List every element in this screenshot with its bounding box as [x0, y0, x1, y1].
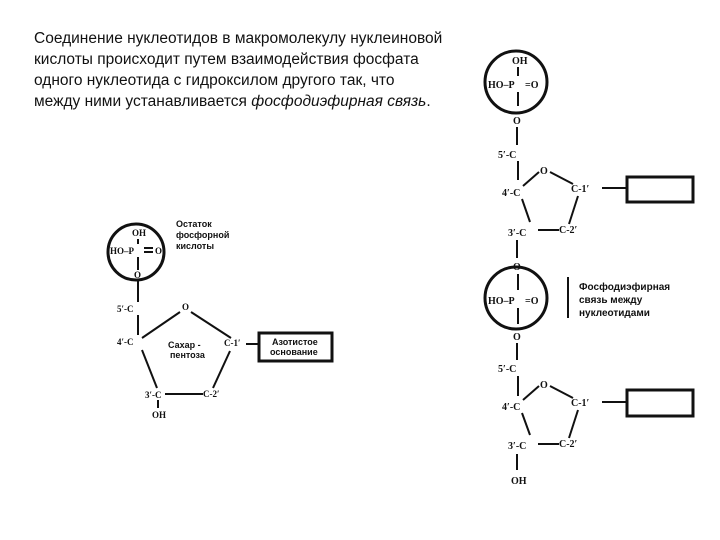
- bond-label-line2: связь между: [579, 295, 643, 306]
- right-c4-c3-bond-1: [522, 199, 530, 222]
- right-o-link: O: [513, 116, 521, 127]
- right-c2-2: C-2′: [559, 439, 578, 450]
- left-c5: 5′-C: [117, 304, 134, 314]
- right-c2-c1-bond-2: [569, 410, 578, 438]
- right-ring-o-1: O: [540, 166, 548, 177]
- left-c4: 4′-C: [117, 337, 134, 347]
- right-c2-c1-bond-1: [569, 196, 578, 224]
- base-label-line2: основание: [270, 347, 318, 357]
- left-phosphate-ho: HO–P: [110, 246, 134, 256]
- phosphate-label-line3: кислоты: [176, 241, 215, 251]
- bond-label-line1: Фосфодиэфирная: [579, 282, 671, 293]
- right-base-box-1: [627, 177, 693, 202]
- right-c2-1: C-2′: [559, 225, 578, 236]
- sugar-label-line2: пентоза: [170, 350, 205, 360]
- right-o-bottom-1: O: [513, 262, 521, 273]
- right-oh-end: OH: [511, 476, 527, 487]
- right-ho-p-1: HO–P: [488, 80, 515, 91]
- right-c4-o-bond-1: [523, 172, 539, 186]
- right-c4-2: 4′-C: [502, 402, 521, 413]
- left-c4-o-bond: [142, 312, 180, 338]
- right-c1-2: C-1′: [571, 398, 590, 409]
- left-ring-o: O: [182, 302, 190, 312]
- left-c3: 3′-C: [145, 390, 162, 400]
- right-dinucleotide-diagram: [485, 51, 693, 487]
- right-c4-1: 4′-C: [502, 188, 521, 199]
- right-o-link-2: O: [513, 332, 521, 343]
- right-c4-o-bond-2: [523, 386, 539, 400]
- left-c2: C-2′: [203, 389, 220, 399]
- left-ester-o: O: [134, 270, 142, 280]
- left-phosphate-oh: OH: [132, 228, 147, 238]
- right-base-box-2: [627, 390, 693, 416]
- left-c2-c1-bond: [213, 351, 230, 388]
- bond-label-line3: нуклеотидами: [579, 308, 650, 319]
- left-oh: OH: [152, 410, 167, 420]
- base-label-line1: Азотистое: [272, 337, 318, 347]
- right-c3-2: 3′-C: [508, 441, 527, 452]
- left-phosphate-o: O: [155, 246, 163, 256]
- right-o-c1-bond-1: [550, 172, 573, 184]
- right-c4-c3-bond-2: [522, 413, 530, 435]
- right-ho-p-2: HO–P: [488, 296, 515, 307]
- right-p-o-2: =O: [525, 296, 539, 307]
- right-p-o-1: =O: [525, 80, 539, 91]
- right-o-c1-bond-2: [550, 386, 573, 398]
- intro-emphasis: фосфодиэфирная связь: [251, 93, 427, 110]
- left-c1: C-1′: [224, 338, 241, 348]
- right-c1-1: C-1′: [571, 184, 590, 195]
- left-nucleotide-diagram: [108, 219, 332, 420]
- sugar-label-line1: Сахар -: [168, 340, 201, 350]
- right-c5-1: 5′-C: [498, 150, 517, 161]
- left-c4-c3-bond: [142, 350, 157, 388]
- intro-end: .: [426, 93, 431, 110]
- right-oh-top: OH: [512, 56, 528, 67]
- right-ring-o-2: O: [540, 380, 548, 391]
- phosphate-label-line1: Остаток: [176, 219, 212, 229]
- left-o-c1-bond: [191, 312, 231, 338]
- right-c5-2: 5′-C: [498, 364, 517, 375]
- intro-text: Соединение нуклеотидов в макромолекулу нуклеиновой кислоты происходит путем взаимодействия фосфата одного нуклеотида с гидроксилом другого так, что между ними устанавливается: [34, 30, 443, 110]
- phosphate-label-line2: фосфорной: [176, 230, 230, 240]
- right-c3-1: 3′-C: [508, 228, 527, 239]
